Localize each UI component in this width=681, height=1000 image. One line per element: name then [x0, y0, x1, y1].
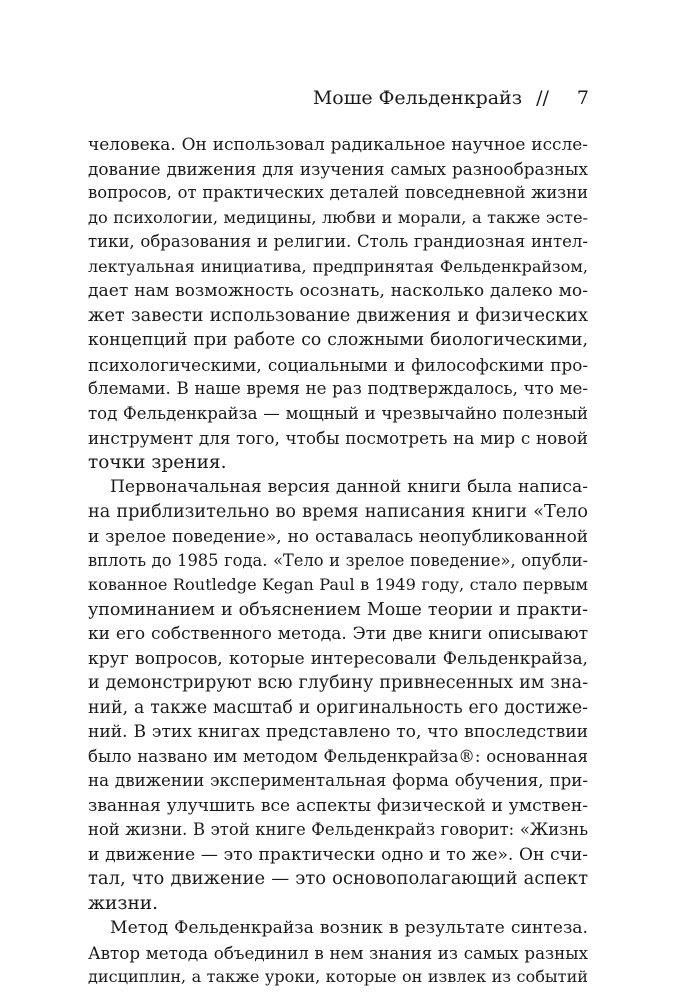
paragraph-2: [88, 475, 588, 916]
text-line: ной жизни. В этой книге Фельденкрайз говорит: «Жизнь: [88, 820, 588, 839]
text-line: Автор метода объединил в нем знания из самых разных: [88, 942, 588, 963]
text-line: жизни.: [88, 892, 158, 914]
body-text: [88, 132, 588, 990]
header-separator: //: [536, 87, 549, 109]
text-line: дование движения для изучения самых разнообразных: [88, 158, 588, 179]
text-line: вплоть до 1985 года. «Тело и зрелое поведение», опубли-: [88, 550, 588, 570]
running-title: Моше Фельденкрайз: [312, 87, 523, 109]
text-line: дисциплин, а также уроки, которые он извлек из событий: [88, 967, 588, 986]
text-line: и зрелое поведение», но оставалась неопубликованной: [88, 526, 588, 546]
text-line: психологическими, социальными и философскими про-: [88, 354, 588, 375]
paragraph-1: [88, 132, 588, 475]
text-line: точки зрения.: [88, 451, 227, 473]
running-head: [313, 86, 589, 110]
text-line: и демонстрируют всю глубину привнесенных им зна-: [88, 673, 588, 693]
text-line: дает нам возможность осознать, насколько далеко мо-: [88, 281, 588, 301]
text-line: на приблизительно во время написания книги «Тело: [88, 501, 588, 522]
text-line: инструмент для того, чтобы посмотреть на мир с новой: [88, 428, 588, 448]
paragraph-3: [88, 916, 588, 990]
text-line: блемами. В наше время не раз подтверждалось, что ме-: [88, 379, 588, 398]
text-line: до психологии, медицины, любви и морали, а также эсте-: [88, 207, 588, 227]
text-line: ний, а также масштаб и оригинальность его достиже-: [88, 697, 588, 718]
text-line: на движении экспериментальная форма обучения, при-: [88, 771, 588, 790]
page-number: 7: [576, 87, 589, 109]
text-line: тал, что движение — это основополагающий аспект: [88, 868, 588, 889]
text-line: Первоначальная версия данной книги была написа-: [110, 477, 588, 497]
text-line: и движение — это практически одно и то же». Он счи-: [88, 844, 588, 865]
text-line: человека. Он использовал радикальное научное иссле-: [88, 134, 588, 154]
text-line: вопросов, от практических деталей повседневной жизни: [88, 183, 588, 202]
text-line: ний. В этих книгах представлено то, что впоследствии: [88, 722, 588, 742]
text-line: званная улучшить все аспекты физической и умствен-: [88, 795, 588, 816]
text-line: ки его собственного метода. Эти две книги описывают: [88, 624, 588, 644]
text-line: тод Фельденкрайза — мощный и чрезвычайно полезный: [88, 403, 588, 423]
text-line: было названо им методом Фельденкрайза®: основанная: [88, 746, 588, 766]
text-line: упоминанием и объяснением Моше теории и практи-: [88, 599, 588, 620]
text-line: Метод Фельденкрайза возник в результате синтеза.: [110, 918, 588, 938]
text-line: концепций при работе со сложными биологическими,: [88, 330, 588, 350]
text-line: тики, образования и религии. Столь грандиозная интел-: [88, 232, 588, 251]
text-line: лектуальная инициатива, предпринятая Фельденкрайзом,: [88, 256, 588, 276]
text-line: жет завести использование движения и физических: [88, 304, 588, 326]
text-line: кованное Routledge Kegan Paul в 1949 году, стало первым: [88, 575, 588, 594]
text-line: круг вопросов, которые интересовали Фельденкрайза,: [88, 648, 588, 669]
